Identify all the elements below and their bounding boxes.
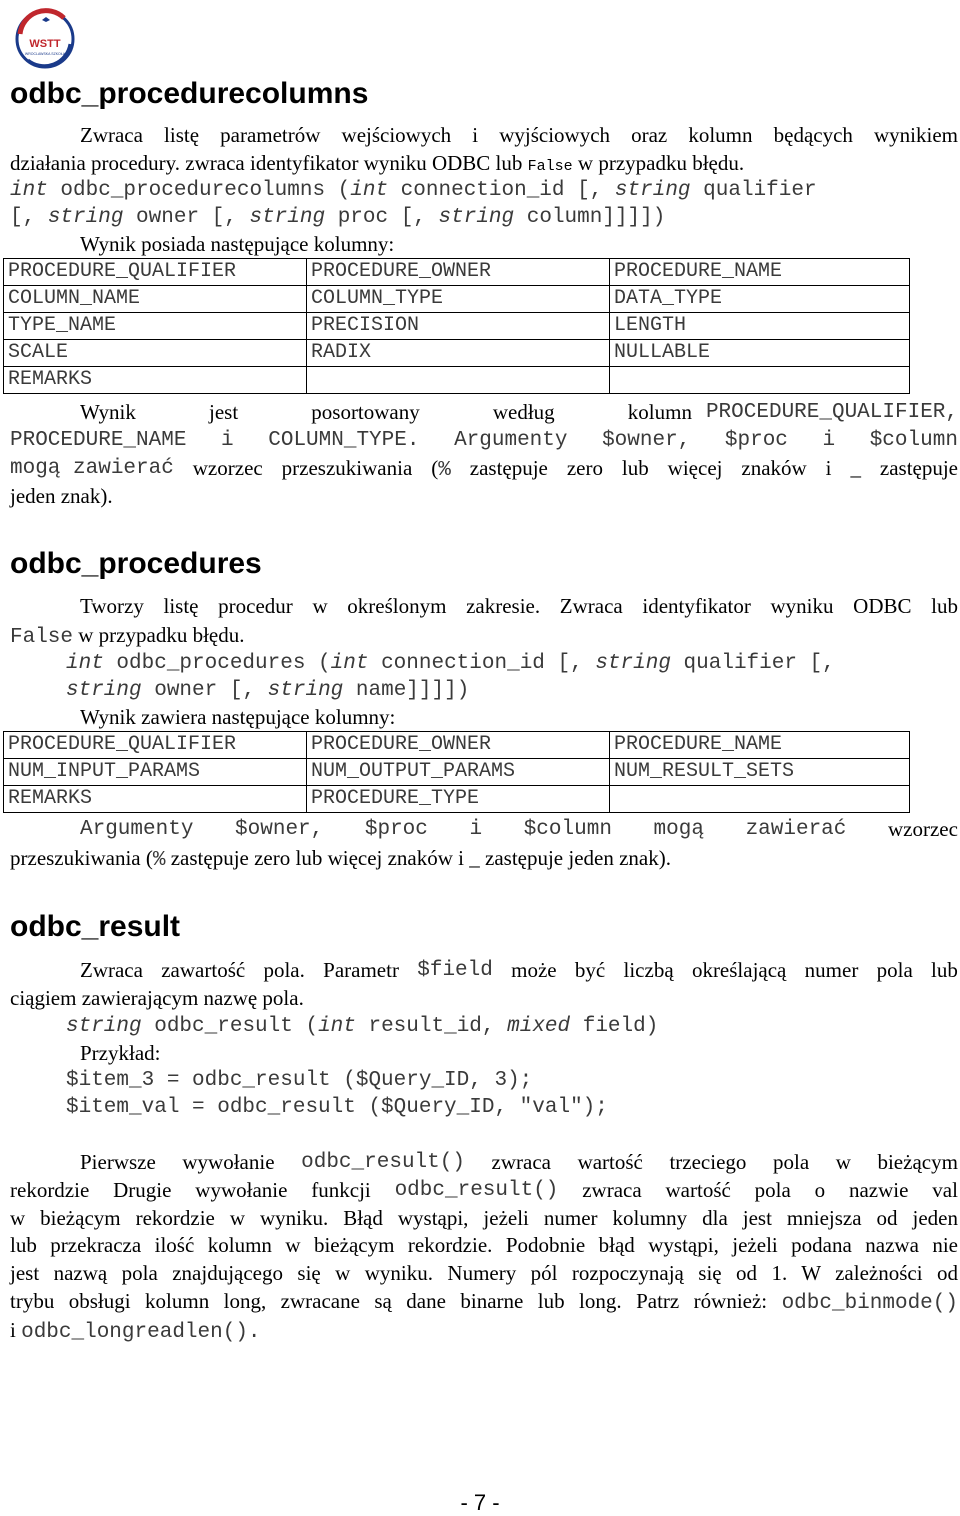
s2-signature-line2: string owner [, string name]]]]) (66, 679, 470, 702)
wstt-logo (14, 8, 76, 70)
table-row (4, 786, 910, 813)
s1-after-line3: mogą zawierać wzorzec przeszukiwania (% zastępuje zero lub więcej znaków i _ zastępuje (10, 456, 958, 482)
table-cell: NUM_RESULT_SETS (610, 759, 910, 786)
s3-signature: string odbc_result (int result_id, mixed field) (66, 1015, 659, 1038)
section-title-result: odbc_result (10, 910, 181, 943)
logo-subtext: WROCLAWSKA SZKOŁA (24, 52, 66, 56)
s3-para-line5: jest nazwą pola znajdującego się w wyniku. Numery pól rozpoczynają się od 1. W zależności od (10, 1261, 958, 1285)
s3-para-line1: Pierwsze wywołanie odbc_result() zwraca wartość trzeciego pola w bieżącym (80, 1150, 958, 1174)
s1-columns-table (3, 258, 910, 394)
s3-example-label: Przykład: (80, 1041, 161, 1065)
s1-desc-line2: działania procedury. zwraca identyfikator wyniku ODBC lub False w przypadku błędu. (10, 151, 745, 175)
s3-desc-line1: Zwraca zawartość pola. Parametr $field może być liczbą określającą numer pola lub (80, 958, 958, 982)
table-cell: PROCEDURE_QUALIFIER (4, 259, 307, 286)
s1-signature-line1: int odbc_procedurecolumns (int connection_id [, string qualifier (10, 179, 817, 202)
s1-signature-line2: [, string owner [, string proc [, string column]]]]) (10, 206, 666, 229)
table-cell: COLUMN_NAME (4, 286, 307, 313)
table-cell: LENGTH (610, 313, 910, 340)
table-cell: NUM_OUTPUT_PARAMS (307, 759, 610, 786)
table-cell: PROCEDURE_NAME (610, 259, 910, 286)
page-number: - 7 - (460, 1490, 500, 1515)
s1-columns-label: Wynik posiada następujące kolumny: (80, 232, 395, 256)
s3-para-line4: lub przekracza ilość kolumn w bieżącym rekordzie. Podobnie błąd wystąpi, jeżeli podana nazwa nie (10, 1233, 958, 1257)
table-cell: PROCEDURE_NAME (610, 732, 910, 759)
table-cell: RADIX (307, 340, 610, 367)
s2-signature-line1: int odbc_procedures (int connection_id [, string qualifier [, (66, 652, 835, 675)
table-cell: COLUMN_TYPE (307, 286, 610, 313)
s1-after-line4: jeden znak). (10, 484, 113, 508)
table-cell: NUM_INPUT_PARAMS (4, 759, 307, 786)
table-row (4, 340, 910, 367)
s3-code-line2: $item_val = odbc_result ($Query_ID, "val"); (66, 1096, 608, 1119)
table-cell: TYPE_NAME (4, 313, 307, 340)
s3-para-line7: i odbc_longreadlen(). (10, 1318, 261, 1344)
table-cell: PROCEDURE_QUALIFIER (4, 732, 307, 759)
table-cell: DATA_TYPE (610, 286, 910, 313)
table-row (4, 259, 910, 286)
table-row (4, 732, 910, 759)
s2-after-line2: przeszukiwania (% zastępuje zero lub więcej znaków i _ zastępuje jeden znak). (10, 846, 671, 872)
table-cell: PROCEDURE_OWNER (307, 732, 610, 759)
s2-columns-label: Wynik zawiera następujące kolumny: (80, 705, 396, 729)
table-cell: REMARKS (4, 367, 307, 394)
table-row (4, 286, 910, 313)
logo-text: WSTT (29, 38, 61, 50)
s2-after-line1: Argumenty $owner, $proc i $column mogą zawierać wzorzec (80, 817, 958, 841)
s1-desc-line1: Zwraca listę parametrów wejściowych i wyjściowych oraz kolumn będących wynikiem (80, 123, 958, 147)
s2-desc-line2: False w przypadku błędu. (10, 623, 245, 649)
s1-after-line1: Wynik jest posortowany według kolumn PROCEDURE_QUALIFIER, (80, 400, 958, 424)
section-title-procedures: odbc_procedures (10, 547, 262, 580)
s2-desc-line1: Tworzy listę procedur w określonym zakresie. Zwraca identyfikator wyniku ODBC lub (80, 594, 958, 618)
table-cell: SCALE (4, 340, 307, 367)
s3-para-line3: w bieżącym rekordzie w wyniku. Błąd wystąpi, jeżeli numer kolumny dla jest mniejsza od jeden (10, 1206, 958, 1230)
table-cell (610, 786, 910, 813)
s3-desc-line2: ciągiem zawierającym nazwę pola. (10, 986, 304, 1010)
s3-code-line1: $item_3 = odbc_result ($Query_ID, 3); (66, 1069, 533, 1092)
table-cell: PROCEDURE_OWNER (307, 259, 610, 286)
table-cell: REMARKS (4, 786, 307, 813)
s2-columns-table (3, 731, 910, 813)
table-cell (307, 367, 610, 394)
s1-after-line2: PROCEDURE_NAME i COLUMN_TYPE. Argumenty $owner, $proc i $column (10, 429, 958, 452)
table-cell: PRECISION (307, 313, 610, 340)
table-cell: NULLABLE (610, 340, 910, 367)
section-title-procedurecolumns: odbc_procedurecolumns (10, 77, 369, 110)
table-row (4, 367, 910, 394)
table-row (4, 759, 910, 786)
s3-para-line2: rekordzie Drugie wywołanie funkcji odbc_result() zwraca wartość pola o nazwie val (10, 1178, 958, 1202)
table-row (4, 313, 910, 340)
s3-para-line6: trybu obsługi kolumn long, zwracane są dane binarne lub long. Patrz również: odbc_binmode() (10, 1289, 958, 1315)
table-cell: PROCEDURE_TYPE (307, 786, 610, 813)
table-cell (610, 367, 910, 394)
